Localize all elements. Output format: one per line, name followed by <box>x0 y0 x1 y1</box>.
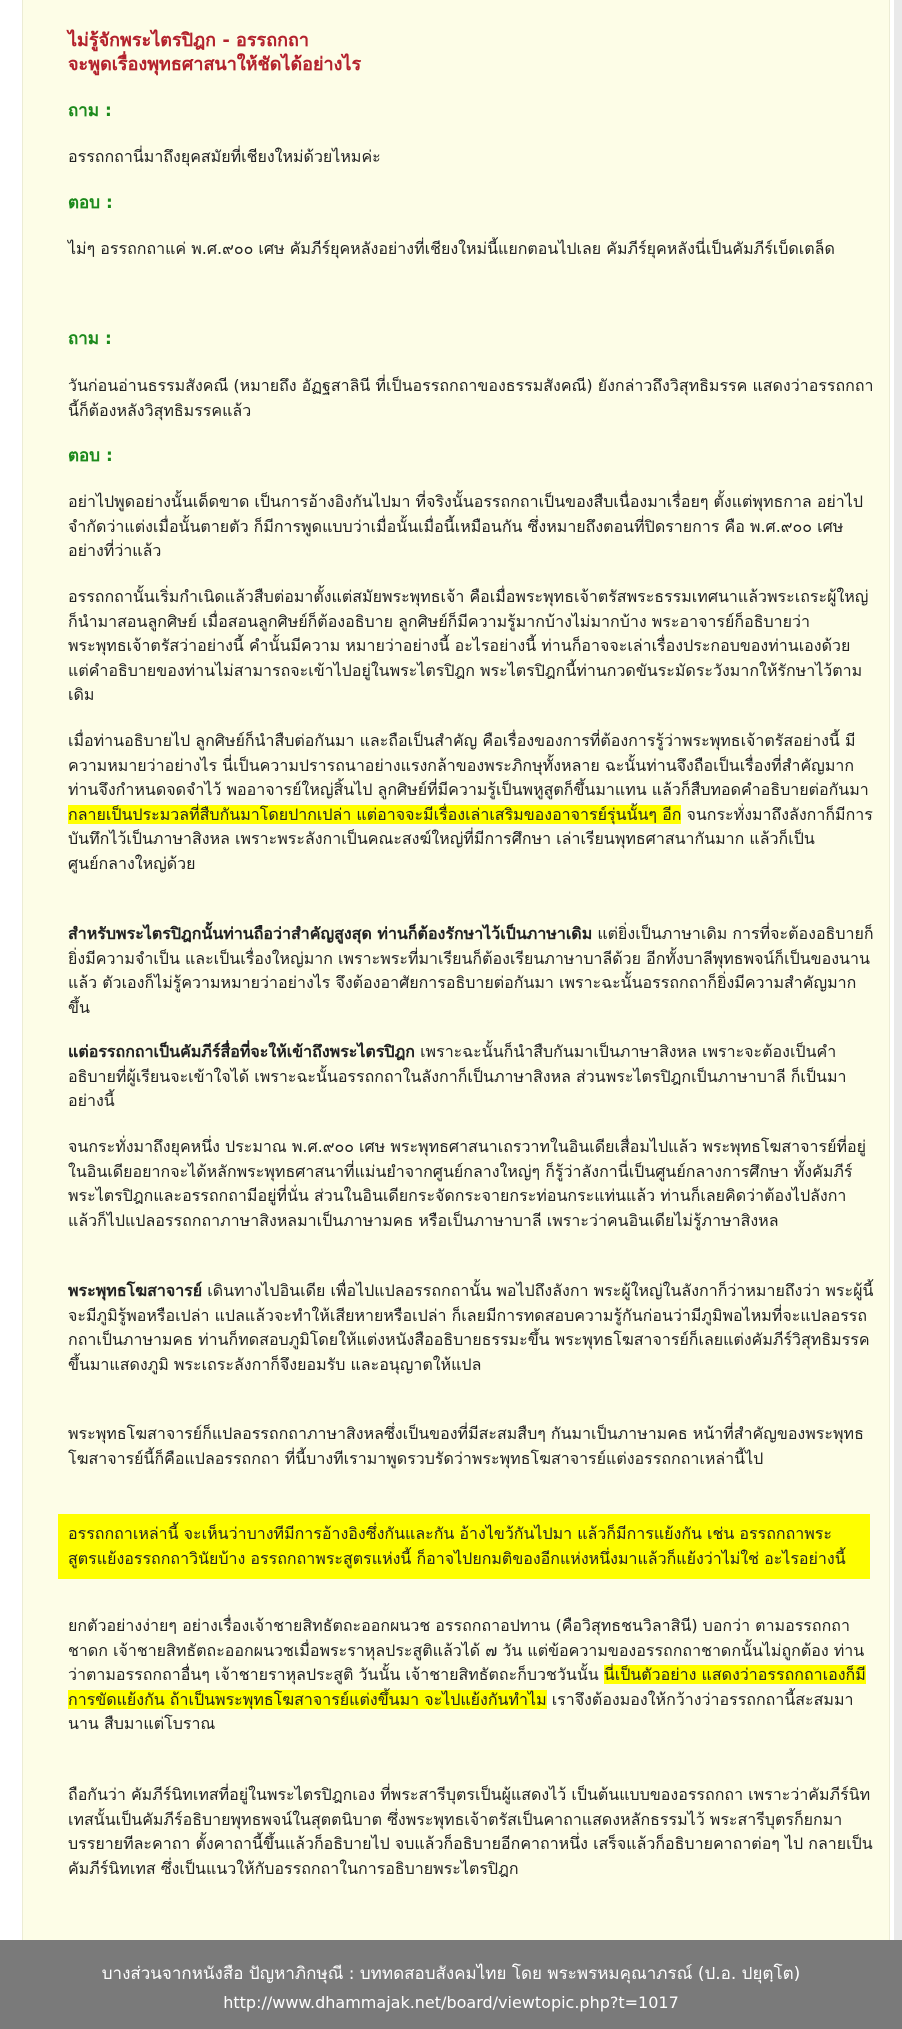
highlighted-text: นี่เป็นตัวอย่าง แสดงว่าอรรถกถาเองก็มีการขัดแย้งกัน ถ้าเป็นพระพุทธโฆสาจารย์แต่งขึ้นมา จะไปแย้งกันทำไม <box>68 1665 866 1709</box>
answer-paragraph: อรรถกถานั้นเริ่มกำเนิดแล้วสืบต่อมาตั้งแต่สมัยพระพุทธเจ้า คือเมื่อพระพุทธเจ้าตรัสพระธรรมเทศนาแล้วพระเถระผู้ใหญ่ก็นำมาสอนลูกศิษย์ เมื่อสอนลูกศิษย์ก็ต้องอธิบาย ลูกศิษย์ก็มีความรู้มากบ้างไม่มากบ้าง พระอาจารย์ก็อธิบายว่าพระพุทธเจ้าตรัสว่าอย่างนี้ คำนั้นมีความ หมายว่าอย่างนี้ อะไรอย่างนี้ ท่านก็อาจจะเล่าเรื่องประกอบของท่านเองด้วย แต่คำอธิบายของท่านไม่สามารถจะเข้าไปอยู่ในพระไตรปิฎก พระไตรปิฎกนี้ท่านกวดขันระมัดระวังมากให้รักษาไว้ตามเดิม <box>68 587 869 704</box>
answer-paragraph <box>68 922 874 1020</box>
question-1: อรรถกถานี่มาถึงยุคสมัยที่เชียงใหม่ด้วยไหมค่ะ <box>68 147 381 166</box>
answer-paragraph <box>68 1279 874 1377</box>
paragraph-text: จนกระทั่งมาถึงลังกาก็มีการบันทึกไว้เป็นภาษาสิงหล เพราะพระลังกาเป็นคณะสงฆ์ใหญ่ที่มีการศึกษา เล่าเรียนพุทธศาสนากันมาก แล้วก็เป็นศูนย์กลางใหญ่ด้วย <box>68 804 873 873</box>
title-line-2: จะพูดเรื่องพุทธศาสนาให้ชัดได้อย่างไร <box>68 54 362 75</box>
answer-paragraph: ถือกันว่า คัมภีร์นิทเทสที่อยู่ในพระไตรปิฎกเอง ที่พระสารีบุตรเป็นผู้แสดงไว้ เป็นต้นแบบของอรรถกถา เพราะว่าคัมภีร์นิทเทสนั้นเป็นคัมภีร์อธิบายพุทธพจน์ในสุตตนิบาต ซึ่งพระพุทธเจ้าตรัสเป็นคาถาแสดงหลักธรรมไว้ พระสารีบุตรก็ยกมาบรรยายทีละคาถา ตั้งคาถานี้ขึ้นแล้วก็อธิบายไป จบแล้วก็อธิบายอีกคาถาหนึ่ง เสร็จแล้วก็อธิบายคาถาต่อๆ ไป กลายเป็นคัมภีร์นิทเทส ซึ่งเป็นแนวให้กับอรรถกถาในการอธิบายพระไตรปิฎก <box>68 1785 873 1878</box>
answer-paragraph: จนกระทั่งมาถึงยุคหนึ่ง ประมาณ พ.ศ.๙๐๐ เศษ พระพุทธศาสนาเถรวาทในอินเดียเสื่อมไปแล้ว พระพุทธโฆสาจารย์ที่อยู่ในอินเดียอยากจะได้หลักพระพุทธศาสนาที่แม่นยำจากศูนย์กลางใหญ่ๆ ก็รู้ว่าลังกานี่เป็นศูนย์กลางการศึกษา ทั้งคัมภีร์พระไตรปิฎกและอรรถกถามีอยู่ที่นั่น ส่วนในอินเดียกระจัดกระจายกระท่อนกระแท่นแล้ว ท่านก็เลยคิดว่าต้องไปลังกา แล้วก็ไปแปลอรรถกถาภาษาสิงหลมาเป็นภาษามคธ หรือเป็นภาษาบาลี เพราะว่าคนอินเดียไม่รู้ภาษาสิงหล <box>68 1137 866 1230</box>
paragraph-text: เมื่อท่านอธิบายไป ลูกศิษย์ก็นำสืบต่อกันมา และถือเป็นสำคัญ คือเรื่องของการที่ต้องการรู้ว่าพระพุทธเจ้าตรัสอย่างนี้ มีความหมายว่าอย่างไร นี่เป็นความปรารถนาอย่างแรงกล้าของพระภิกษุทั้งหลาย ฉะนั้นท่านจึงถือเป็นเรื่องที่สำคัญมาก ท่านจึงกำหนดจดจำไว้ พออาจารย์ใหญ่สิ้นไป ลูกศิษย์ที่มีความรู้เป็นพหูสูตก็ขึ้นมาแทน แล้วก็สืบทอดคำอธิบายต่อกันมา <box>68 731 869 799</box>
answer-1: ไม่ๆ อรรถกถาแค่ พ.ศ.๙๐๐ เศษ คัมภีร์ยุคหลังอย่างที่เชียงใหม่นี้แยกตอนไปเลย คัมภีร์ยุคหลังนี่เป็นคัมภีร์เบ็ดเตล็ด <box>68 239 835 258</box>
highlighted-text: กลายเป็นประมวลที่สืบกันมาโดยปากเปล่า แต่อาจจะมีเรื่องเล่าเสริมของอาจารย์รุ่นนั้นๆ อีก <box>68 804 682 824</box>
question-label: ถาม : <box>68 329 112 349</box>
page-title <box>68 29 874 77</box>
bold-text: พระพุทธโฆสาจารย์ <box>68 1281 203 1300</box>
bold-text: แต่อรรถกถาเป็นคัมภีร์สื่อที่จะให้เข้าถึงพระไตรปิฎก <box>68 1042 415 1061</box>
paragraph-text: ยกตัวอย่างง่ายๆ อย่างเรื่องเจ้าชายสิทธัตถะออกผนวช อรรถกถาอปทาน (คือวิสุทธชนวิลาสินี) บอกว่า ตามอรรถกถาชาดก เจ้าชายสิทธัตถะออกผนวชเมื่อพระราหุลประสูติแล้วได้ ๗ วัน แต่ข้อความของอรรถกถาชาดกนั้นไม่ถูกต้อง ท่านว่าตามอรรถกถาอื่นๆ เจ้าชายราหุลประสูติ วันนั้น เจ้าชายสิทธัตถะก็บวชวันนั้น <box>68 1616 865 1684</box>
answer-paragraph: อย่าไปพูดอย่างนั้นเด็ดขาด เป็นการอ้างอิงกันไปมา ที่จริงนั้นอรรถกถาเป็นของสืบเนื่องมาเรื่อยๆ ตั้งแต่พุทธกาล อย่าไปจำกัดว่าแต่งเมื่อนั้นตายตัว ก็มีการพูดแบบว่าเมื่อนั้นเมื่อนี้เหมือนกัน ซึ่งหมายถึงตอนที่ปิดรายการ คือ พ.ศ.๙๐๐ เศษ อย่างที่ว่าแล้ว <box>68 492 863 560</box>
scrollbar[interactable] <box>894 0 902 1940</box>
answer-label: ตอบ : <box>68 193 113 213</box>
paragraph-text: เราจึงต้องมองให้กว้างว่าอรรถกถานี้สะสมมานาน สืบมาแต่โบราณ <box>68 1689 854 1733</box>
answer-paragraph <box>68 729 874 876</box>
answer-paragraph: พระพุทธโฆสาจารย์ก็แปลอรรถกถาภาษาสิงหลซึ่งเป็นของที่มีสะสมสืบๆ กันมาเป็นภาษามคธ หน้าที่สำคัญของพระพุทธโฆสาจารย์นี้ก็คือแปลอรรถกถา ที่นี้บางทีเรามาพูดรวบรัดว่าพระพุทธโฆสาจารย์แต่งอรรถกถาเหล่านี้ไป <box>68 1424 864 1468</box>
source-url[interactable]: http://www.dhammajak.net/board/viewtopic.php?t=1017 <box>223 1993 679 2012</box>
question-label: ถาม : <box>68 101 112 121</box>
paragraph-text: เพราะฉะนั้นก็นำสืบกันมาเป็นภาษาสิงหล เพราะจะต้องเป็นคำอธิบายที่ผู้เรียนจะเข้าใจได้ เพราะฉะนั้นอรรถกถาในลังกาก็เป็นภาษาสิงหล ส่วนพระไตรปิฎกเป็นภาษาบาลี ก็เป็นมาอย่างนี้ <box>68 1042 847 1110</box>
paragraph-text: เดินทางไปอินเดีย เพื่อไปแปลอรรถกถานั้น พอไปถึงลังกา พระผู้ใหญ่ในลังกาก็ว่าหมายถึงว่า พระผู้นี้จะมีภูมิรู้พอหรือเปล่า แปลแล้วจะทำให้เสียหายหรือเปล่า ก็เลยมีการทดสอบความรู้กันก่อนว่ามีภูมิพอไหมที่จะแปลอรรถกถาเป็นภาษามคธ ท่านก็ทดสอบภูมิโดยให้แต่งหนังสืออธิบายธรรมะขึ้น พระพุทธโฆสาจารย์ก็เลยแต่งคัมภีร์วิสุทธิมรรคขึ้นมาแสดงภูมิ พระเถระลังกาก็จึงยอมรับ และอนุญาตให้แปล <box>68 1281 874 1374</box>
highlighted-paragraph <box>58 1514 870 1579</box>
answer-paragraph <box>68 1614 874 1737</box>
source-credit: บางส่วนจากหนังสือ ปัญหาภิกษุณี : บททดสอบสังคมไทย โดย พระพรหมคุณาภรณ์ (ป.อ. ปยุตฺโต) <box>101 1964 801 1984</box>
bold-text: สำหรับพระไตรปิฎกนั้นท่านถือว่าสำคัญสูงสุด ท่านก็ต้องรักษาไว้เป็นภาษาเดิม <box>68 924 593 943</box>
highlighted-text: อรรถกถาเหล่านี้ จะเห็นว่าบางทีมีการอ้างอิงซึ่งกันและกัน อ้างไขว้กันไปมา แล้วก็มีการแย้งกัน เช่น อรรถกถาพระสูตรแย้งอรรถกถาวินัยบ้าง อรรถกถาพระสูตรแห่งนี้ ก็อาจไปยกมติของอีกแห่งหนึ่งมาแล้วก็แย้งว่าไม่ใช่ อะไรอย่างนี้ <box>68 1524 846 1568</box>
source-footer <box>0 1940 902 2029</box>
question-2: วันก่อนอ่านธรรมสังคณี (หมายถึง อัฏฐสาลินี ที่เป็นอรรถกถาของธรรมสังคณี) ยังกล่าวถึงวิสุทธิมรรค แสดงว่าอรรถกถานี้ก็ต้องหลังวิสุทธิมรรคแล้ว <box>68 376 874 420</box>
answer-label: ตอบ : <box>68 446 113 466</box>
answer-paragraph <box>68 1040 874 1114</box>
paragraph-text: แต่ยิ่งเป็นภาษาเดิม การที่จะต้องอธิบายก็ยิ่งมีความจำเป็น และเป็นเรื่องใหญ่มาก เพราะพระที่มาเรียนก็ต้องเรียนภาษาบาลีด้วย อีกทั้งบาลีพุทธพจน์ก็เป็นของนานแล้ว ตัวเองก็ไม่รู้ความหมายว่าอย่างไร จึงต้องอาศัยการอธิบายต่อกันมา เพราะฉะนั้นอรรถกถาก็ยิ่งมีความสำคัญมากขึ้น <box>68 924 874 1017</box>
title-line-1: ไม่รู้จักพระไตรปิฎก - อรรถกถา <box>68 30 310 51</box>
